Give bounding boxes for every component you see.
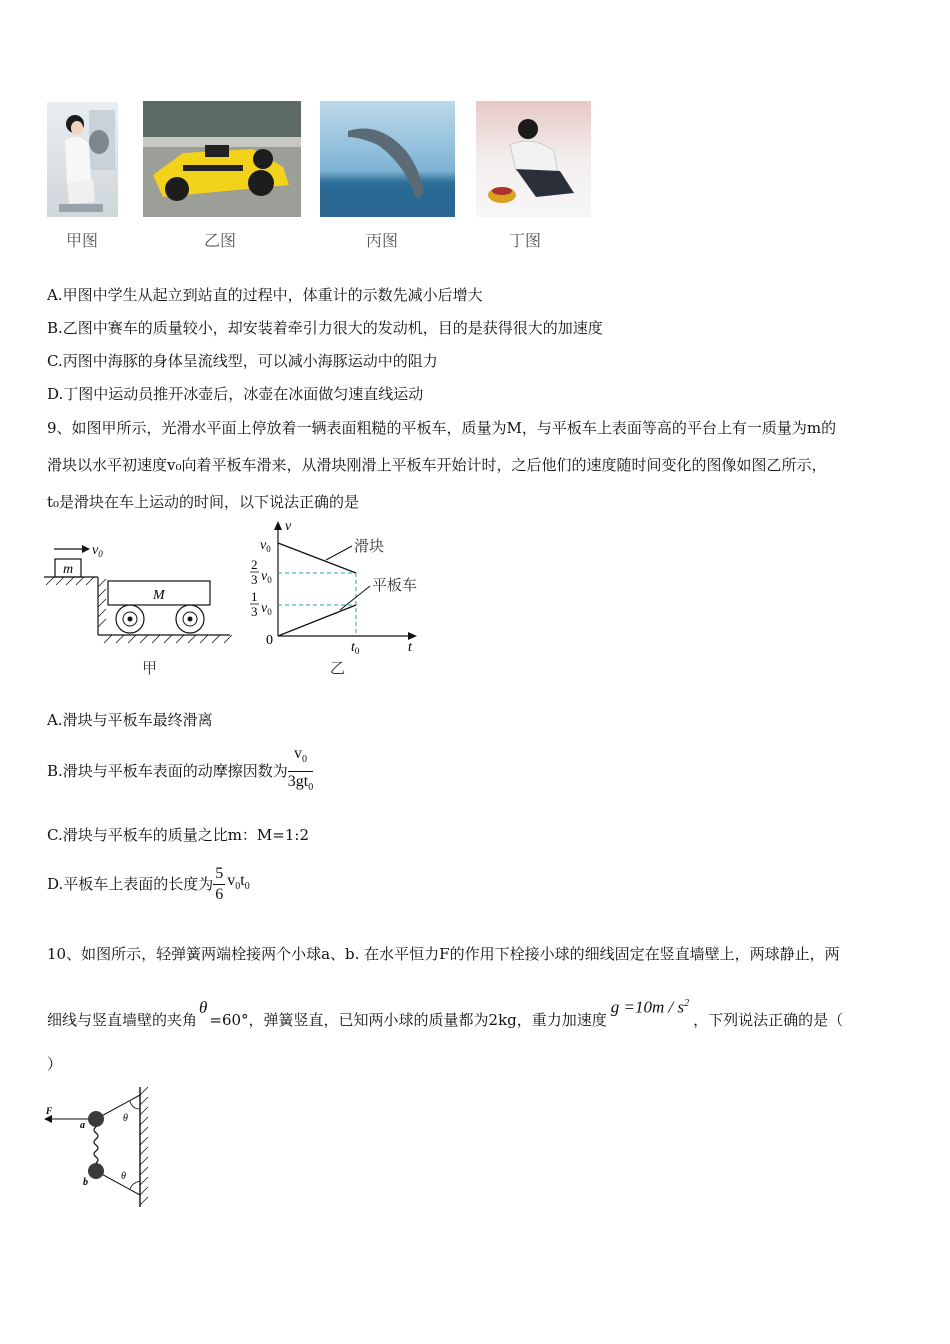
q8-option-c: C.丙图中海豚的身体呈流线型，可以减小海豚运动中的阻力 [47,352,438,370]
v-axis-arrow [274,521,282,530]
q8-option-a: A.甲图中学生从起立到站直的过程中，体重计的示数先减小后增大 [47,286,483,304]
t0-label: $t_0$ [351,640,360,656]
q9-option-d [47,858,250,910]
svg-text:2: 2 [251,557,258,572]
q9-option-c: C.滑块与平板车的质量之比m：M=1:2 [47,826,310,844]
q9-figure-jia [44,535,244,680]
svg-text:3: 3 [251,572,258,587]
theta-label-b: θ [121,1171,126,1182]
cart-wheel-left [116,605,144,633]
angle-arc-a [130,1101,140,1109]
platform-hatching [46,577,106,627]
q10-figure [40,1085,155,1213]
q9-option-d-fraction: $\frac{5}{6}$ [215,864,224,903]
q10-theta-symbol: θ [199,998,208,1017]
tick-v0: $v_0$ [260,538,271,554]
t-axis-arrow [408,632,417,640]
q9-option-b-text: B.滑块与平板车表面的动摩擦因数为 [47,762,288,780]
student-scale-photo [47,102,118,217]
angle-arc-b [130,1181,140,1189]
ball-a [88,1111,104,1127]
photo-caption-ding: 丁图 [509,231,542,250]
curling-photo [476,101,591,217]
origin-label: 0 [266,633,273,648]
dolphin-photo [320,101,455,217]
tick-two-thirds-v0 [250,557,272,587]
cart-M-label: M [153,588,165,603]
q8-option-b: B.乙图中赛车的质量较小，却安装着牵引力很大的发动机，目的是获得很大的加速度 [47,319,603,337]
q10-stem-line2 [47,994,843,1030]
cart-pointer [340,586,370,610]
tick-one-third-v0 [250,589,272,619]
velocity-v0-label: $v_0$ [92,543,103,559]
race-car-photo [143,101,301,217]
svg-text:1: 1 [251,589,258,604]
q10-line2-part-a: 细线与竖直墙壁的夹角 [47,1011,198,1029]
q9-stem-line2: 滑块以水平初速度v₀向着平板车滑来，从滑块刚滑上平板车开始计时，之后他们的速度随时间变化的图像如图乙所示， [47,456,827,474]
force-F-label: F [46,1106,53,1116]
q9-option-b-fraction: $\frac{v_0}{3gt_0}$ [287,745,314,793]
q9-stem-line1: 9、如图甲所示，光滑水平面上停放着一辆表面粗糙的平板车，质量为M，与平板车上表面等高的平台上有一质量为m的 [47,419,837,437]
q8-option-d: D.丁图中运动员推开冰壶后，冰壶在冰面做匀速直线运动 [47,385,424,403]
q9-stem-line3: t₀是滑块在车上运动的时间，以下说法正确的是 [47,493,360,511]
figure-jia-caption: 甲 [142,659,158,677]
slider-line [278,543,356,573]
block-m-label: m [63,562,74,577]
velocity-arrowhead [82,545,90,553]
photo-caption-jia: 甲图 [66,231,99,250]
svg-text:3: 3 [251,604,258,619]
q9-option-d-text: D.平板车上表面的长度为 [47,875,214,893]
q10-stem-line1: 10、如图所示，轻弹簧两端栓接两个小球a、b. 在水平恒力F的作用下栓接小球的细线固定在竖直墙壁上，两球静止，两 [47,945,840,963]
photo-caption-yi: 乙图 [204,231,237,250]
ball-b [88,1163,104,1179]
cart-label: 平板车 [372,576,418,594]
t-axis-label: t [408,640,412,655]
figure-yi-caption: 乙 [330,659,346,677]
q10-stem-line3: ） [47,1055,63,1073]
q10-line2-part-b: =60°，弹簧竖直，已知两小球的质量都为2kg，重力加速度 [209,1011,607,1029]
slider-label: 滑块 [354,537,385,555]
ball-a-label: a [80,1120,85,1131]
photo-caption-bing: 丙图 [366,231,399,250]
cart-line [278,605,356,636]
slider-pointer [326,546,352,560]
q10-line2-part-c: ，下列说法正确的是（ [693,1011,844,1029]
v-axis-label: v [285,519,292,534]
wall-hatching [140,1087,148,1205]
svg-text:v0: $v_0$ [261,601,272,617]
ground-hatching [104,635,232,643]
q9-option-d-v0t0: $v_0t_0$ [227,871,250,893]
ball-b-label: b [83,1177,88,1188]
q9-option-a: A.滑块与平板车最终滑离 [47,711,213,729]
svg-text:v0: $v_0$ [261,569,272,585]
q9-option-b [47,745,313,797]
q10-g-expression: $g =10m / s^2$ [610,998,690,1017]
cart-wheel-right [176,605,204,633]
force-F-arrowhead [44,1115,52,1123]
theta-label-a: θ [123,1113,128,1124]
q9-figure-yi [248,518,438,680]
spring [94,1127,98,1163]
